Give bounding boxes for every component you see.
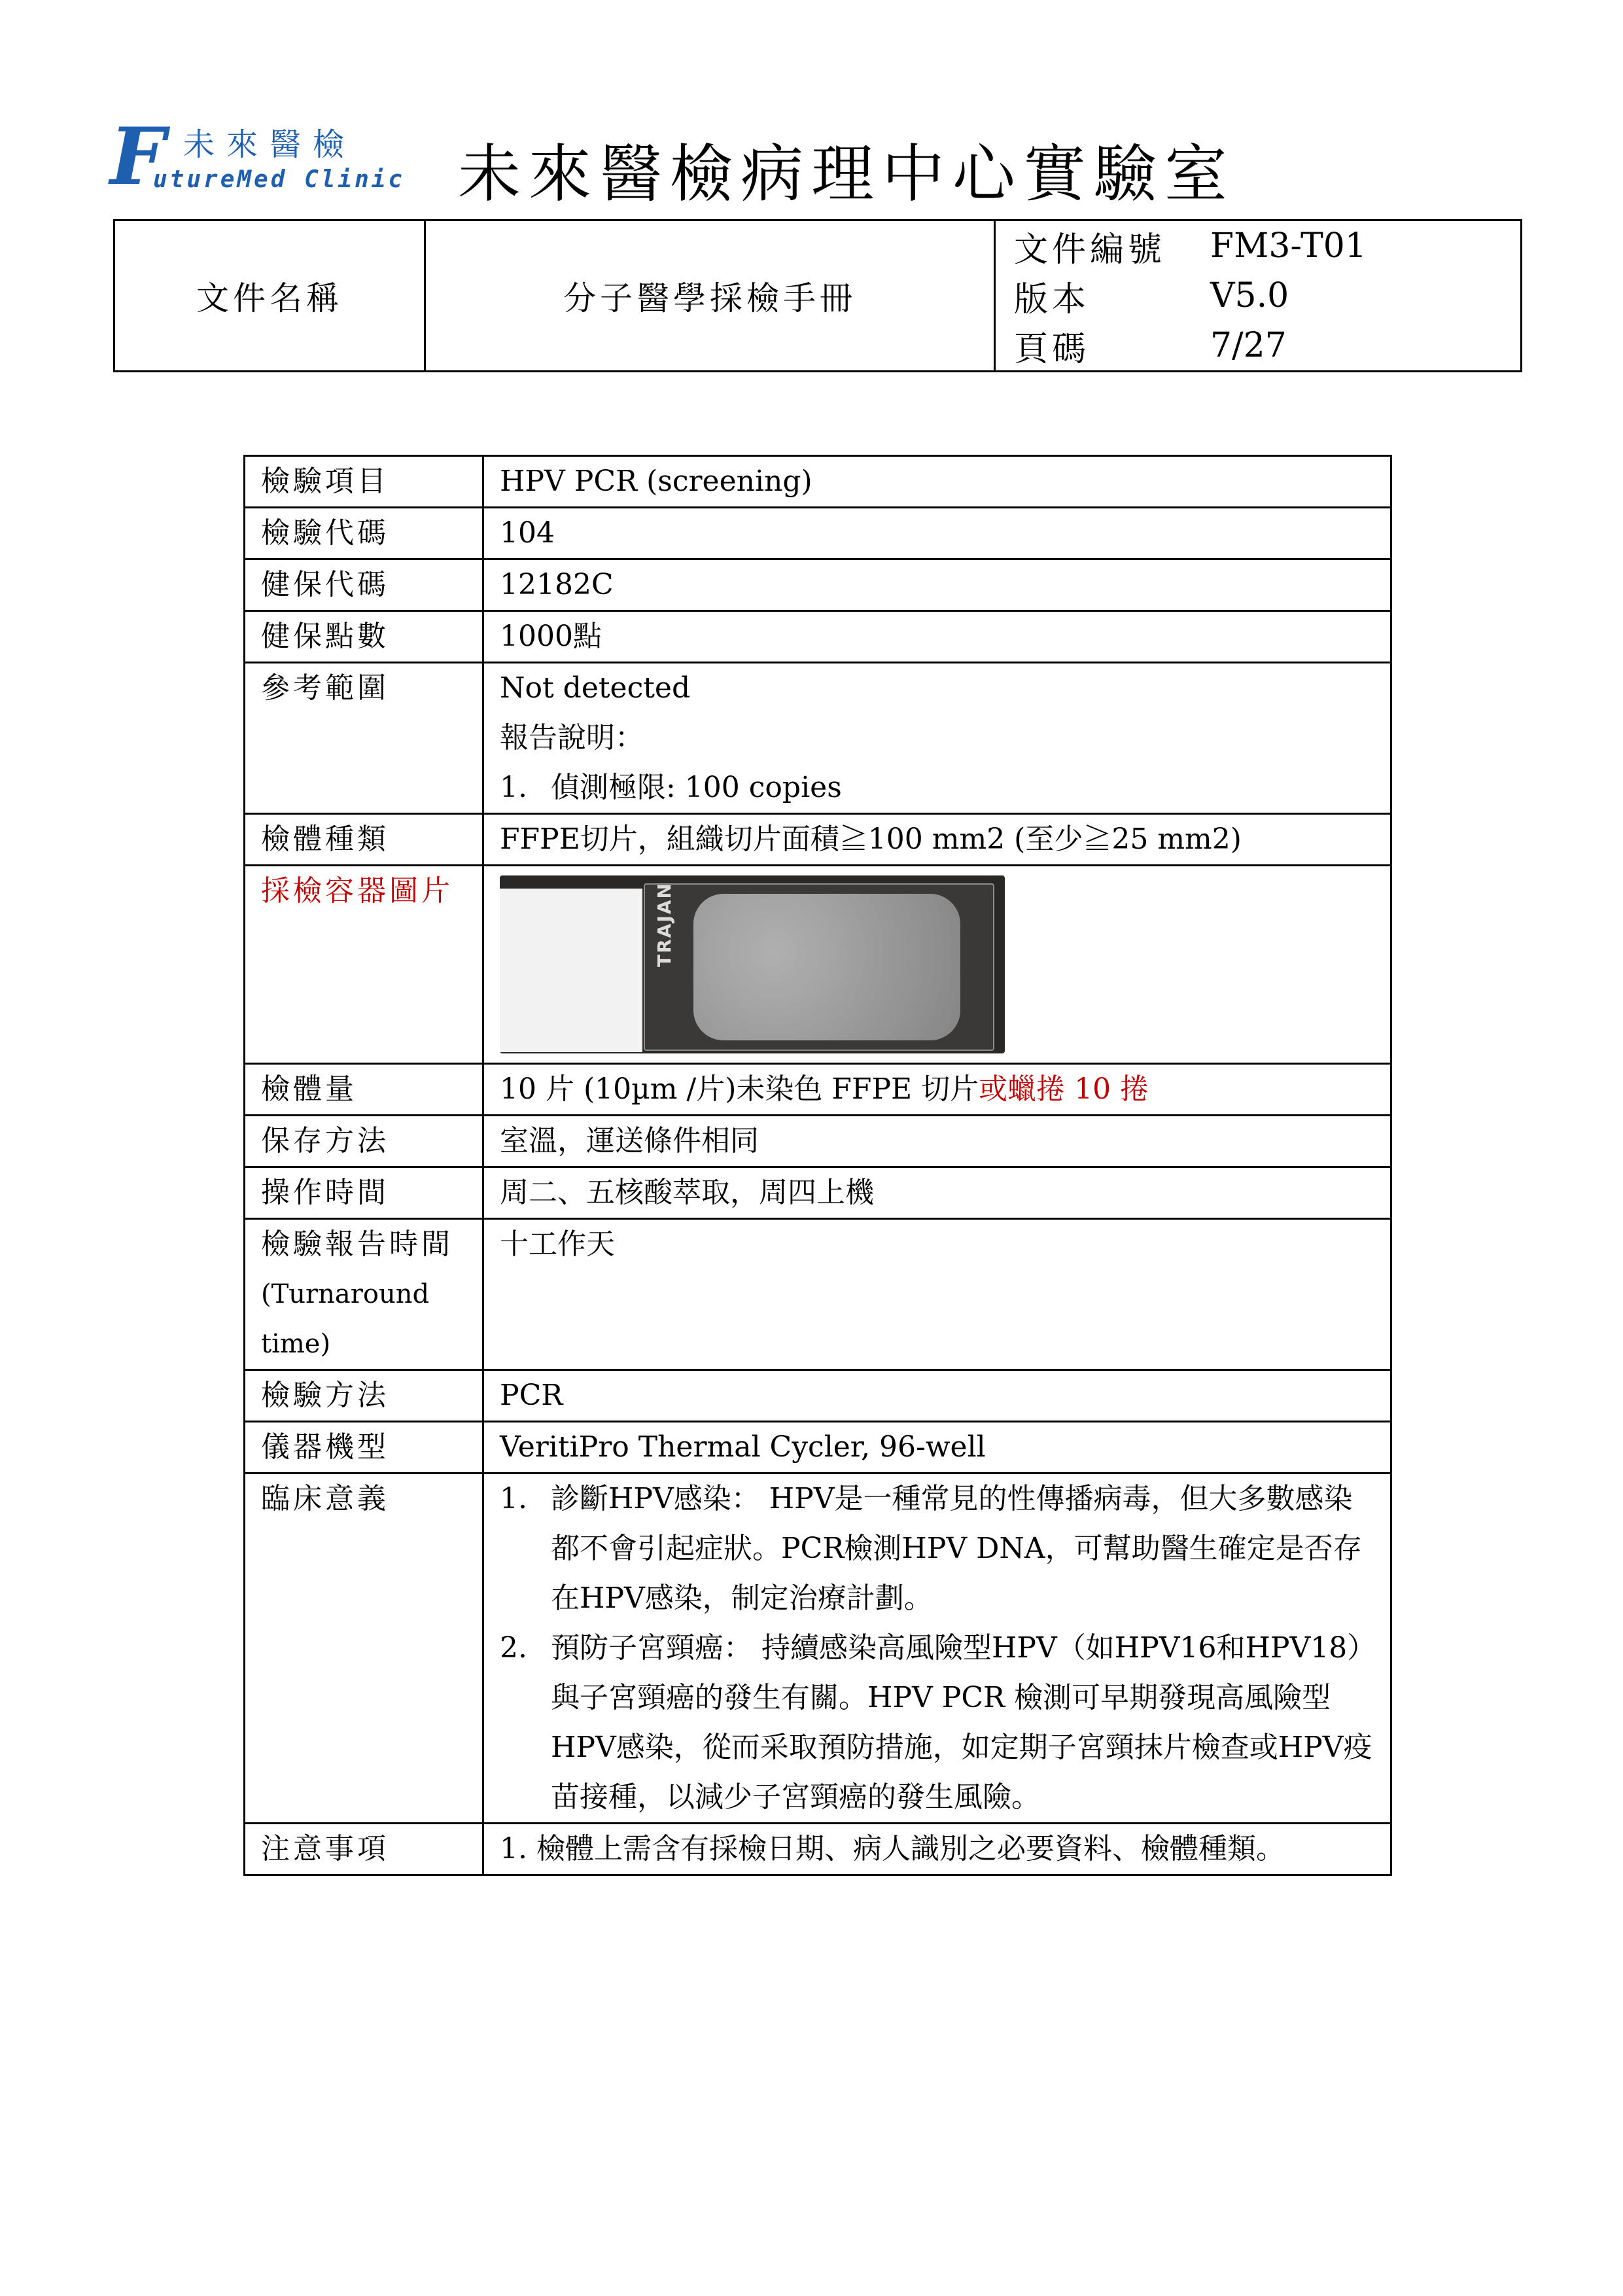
document-header-table [113,219,1522,372]
tat-value: 十工作天 [483,1219,1391,1370]
doc-version-row [1014,271,1520,321]
list-item [500,1474,1377,1623]
tat-label [245,1219,483,1370]
reference-label: 參考範圍 [245,663,483,814]
table-row [245,456,1391,508]
list-item [500,1623,1377,1822]
notes-number: 1. [500,1832,527,1865]
nhi-code-value: 12182C [483,559,1391,611]
report-note-list [500,763,1377,813]
schedule-value: 周二、五核酸萃取，周四上機 [483,1167,1391,1219]
table-row [245,1422,1391,1474]
container-image-cell [483,866,1391,1064]
tissue-section [693,894,960,1040]
list-number: 1. [500,1482,527,1515]
table-row [245,508,1391,559]
method-label: 檢驗方法 [245,1370,483,1422]
list-number: 2. [500,1631,527,1665]
tat-label-cn: 檢驗報告時間 [261,1227,453,1261]
logo-chinese-name: 未來醫檢 [183,126,357,163]
doc-name-value: 分子醫學採檢手冊 [425,221,995,372]
nhi-points-value: 1000點 [483,611,1391,663]
reference-value [483,663,1391,814]
table-row [245,611,1391,663]
schedule-label: 操作時間 [245,1167,483,1219]
storage-value: 室溫，運送條件相同 [483,1116,1391,1167]
detection-limit: 偵測極限: 100 copies [551,771,842,804]
clinical-point-diagnosis: 診斷HPV感染： HPV是一種常見的性傳播病毒，但大多數感染都不會引起症狀。PCR檢測HPV DNA，可幫助醫生確定是否存在HPV感染，制定治療計劃。 [551,1482,1362,1615]
table-row [245,663,1391,814]
test-info-table [243,455,1392,1876]
tat-label-en: (Turnaround time) [261,1279,430,1359]
item-value: HPV PCR (screening) [483,456,1391,508]
slide-brand-text: TRAJAN [654,882,675,967]
notes-value [483,1824,1391,1875]
nhi-points-label: 健保點數 [245,611,483,663]
clinical-value [483,1474,1391,1824]
volume-value [483,1064,1391,1116]
clinic-logo [110,111,417,203]
list-item [500,763,1377,813]
report-note-heading: 報告說明： [500,721,644,754]
container-image-label: 採檢容器圖片 [245,866,483,1064]
page-title: 未來醫檢病理中心實驗室 [458,137,1235,211]
doc-name-label: 文件名稱 [114,221,425,372]
table-row [245,1064,1391,1116]
instrument-label: 儀器機型 [245,1422,483,1474]
logo-english-name: utureMed Clinic [153,166,406,193]
specimen-type-value: FFPE切片，組織切片面積≧100 mm2 (至少≧25 mm2) [483,814,1391,866]
table-row [245,1474,1391,1824]
doc-number-value: FM3-T01 [1210,226,1367,266]
table-row [245,1219,1391,1370]
slide-image-wrapper [500,866,1377,1063]
list-number: 1. [500,771,527,804]
logo-mark: F [110,111,166,203]
doc-page-value: 7/27 [1210,326,1287,365]
volume-text: 10 片 (10µm /片)未染色 FFPE 切片 [500,1072,979,1106]
table-row [245,814,1391,866]
table-row [245,1167,1391,1219]
slide-frosted-label [500,889,642,1052]
doc-page-row [1014,321,1520,370]
doc-page-label: 頁碼 [1014,329,1091,369]
item-label: 檢驗項目 [245,456,483,508]
doc-number-row [1014,221,1520,271]
doc-version-label: 版本 [1014,279,1091,319]
table-row [245,559,1391,611]
code-value: 104 [483,508,1391,559]
table-row [245,1116,1391,1167]
glass-slide-image [500,875,1005,1053]
code-label: 檢驗代碼 [245,508,483,559]
doc-meta-cell [995,221,1522,372]
table-row [245,866,1391,1064]
volume-label: 檢體量 [245,1064,483,1116]
clinical-point-prevention: 預防子宮頸癌： 持續感染高風險型HPV（如HPV16和HPV18）與子宮頸癌的發生有關。HPV PCR 檢測可早期發現高風險型HPV感染，從而采取預防措施，如定期子宮頸抹片檢查或HPV疫苗接種，以減少子宮頸癌的發生風險。 [551,1631,1376,1814]
doc-version-value: V5.0 [1210,276,1289,315]
reference-result: Not detected [500,671,691,705]
nhi-code-label: 健保代碼 [245,559,483,611]
storage-label: 保存方法 [245,1116,483,1167]
notes-text: 檢體上需含有採檢日期、病人識別之必要資料、檢體種類。 [536,1832,1285,1865]
table-row [245,1824,1391,1875]
specimen-type-label: 檢體種類 [245,814,483,866]
clinical-label: 臨床意義 [245,1474,483,1824]
volume-alt-text: 或蠟捲 10 捲 [979,1072,1149,1106]
method-value: PCR [483,1370,1391,1422]
clinical-list [500,1474,1377,1822]
table-row [245,1370,1391,1422]
instrument-value: VeritiPro Thermal Cycler, 96-well [483,1422,1391,1474]
doc-number-label: 文件編號 [1014,230,1166,270]
notes-label: 注意事項 [245,1824,483,1875]
